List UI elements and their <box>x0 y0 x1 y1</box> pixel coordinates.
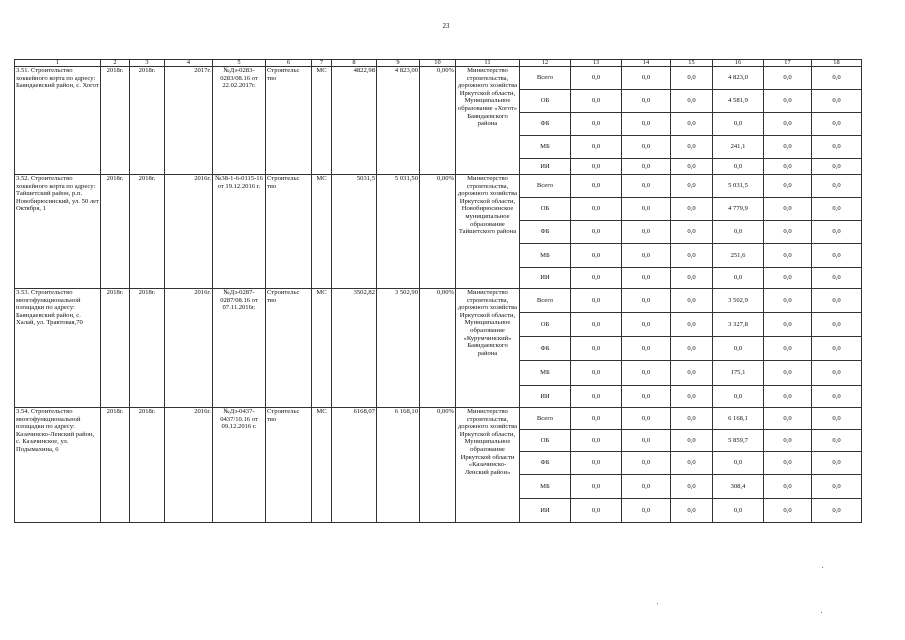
amount-cell: 0,0 <box>622 361 671 386</box>
estimated-cost: 4822,98 <box>332 67 377 175</box>
funding-source: ФБ <box>520 452 571 475</box>
amount-cell: 0,0 <box>622 475 671 499</box>
amount-cell: 0,0 <box>622 289 671 313</box>
amount-cell: 0,0 <box>671 337 713 361</box>
funding-source: МБ <box>520 475 571 499</box>
document-year: 2017г. <box>165 67 213 175</box>
page-number: 23 <box>442 22 450 30</box>
amount-cell: 0,0 <box>671 408 713 430</box>
document-year: 2016г. <box>165 408 213 523</box>
amount-cell: 0,0 <box>764 452 812 475</box>
object-name: 3.51. Строительство хоккейного корта по адресу: Баяндаевский район, с. Хогот <box>15 67 101 175</box>
end-year: 2018г. <box>130 67 165 175</box>
column-number: 8 <box>332 60 377 67</box>
amount-cell: 3 502,9 <box>713 289 764 313</box>
amount-cell: 0,0 <box>571 386 622 408</box>
funding-source: ОБ <box>520 198 571 221</box>
amount-cell: 0,0 <box>713 386 764 408</box>
funding-source: Всего <box>520 175 571 198</box>
amount-cell: 4 581,9 <box>713 90 764 113</box>
column-number: 2 <box>101 60 130 67</box>
amount-cell: 0,0 <box>764 90 812 113</box>
amount-cell: 0,0 <box>812 268 862 289</box>
amount-cell: 0,0 <box>764 136 812 159</box>
amount-cell: 175,1 <box>713 361 764 386</box>
column-number: 6 <box>266 60 312 67</box>
amount-cell: 0,0 <box>764 221 812 244</box>
start-year: 2018г. <box>101 175 130 289</box>
column-number: 5 <box>213 60 266 67</box>
amount-cell: 0,0 <box>764 175 812 198</box>
amount-cell: 0,0 <box>671 386 713 408</box>
program-table <box>14 59 862 523</box>
amount-cell: 0,0 <box>671 90 713 113</box>
amount-cell: 0,0 <box>622 175 671 198</box>
amount-cell: 0,0 <box>571 337 622 361</box>
amount-cell: 0,0 <box>622 159 671 175</box>
column-number: 10 <box>420 60 456 67</box>
funding-source: Всего <box>520 408 571 430</box>
amount-cell: 0,0 <box>671 268 713 289</box>
amount-cell: 0,0 <box>671 136 713 159</box>
object-name: 3.53. Строительство многофункциональной площадки по адресу: Баяндаевский район, с. Халай, ул. Трактовая,70 <box>15 289 101 408</box>
amount-cell: 0,0 <box>812 159 862 175</box>
amount-cell: 0,0 <box>622 430 671 452</box>
estimated-cost: 3502,82 <box>332 289 377 408</box>
amount-cell: 6 168,1 <box>713 408 764 430</box>
amount-cell: 0,0 <box>671 289 713 313</box>
column-number: 15 <box>671 60 713 67</box>
amount-cell: 0,0 <box>764 475 812 499</box>
amount-cell: 0,0 <box>622 408 671 430</box>
amount-cell: 0,0 <box>812 289 862 313</box>
ownership: МС <box>312 408 332 523</box>
amount-cell: 0,0 <box>764 244 812 268</box>
end-year: 2018г. <box>130 289 165 408</box>
amount-cell: 0,0 <box>622 313 671 337</box>
cost-limit: 6 168,10 <box>377 408 420 523</box>
amount-cell: 0,0 <box>764 268 812 289</box>
amount-cell: 3 327,8 <box>713 313 764 337</box>
amount-cell: 0,0 <box>812 430 862 452</box>
amount-cell: 0,0 <box>764 198 812 221</box>
amount-cell: 0,0 <box>812 90 862 113</box>
readiness-percent: 0,00% <box>420 67 456 175</box>
amount-cell: 0,0 <box>622 499 671 523</box>
amount-cell: 5 859,7 <box>713 430 764 452</box>
cost-limit: 5 031,50 <box>377 175 420 289</box>
amount-cell: 0,0 <box>622 244 671 268</box>
amount-cell: 0,0 <box>571 136 622 159</box>
amount-cell: 0,0 <box>764 408 812 430</box>
amount-cell: 0,0 <box>671 430 713 452</box>
responsible-organization: Министерство строительства, дорожного хозяйства Иркутской области, Муниципальное образование «Курумчинский» Баяндаевского района <box>456 289 520 408</box>
amount-cell: 0,0 <box>622 113 671 136</box>
amount-cell: 0,0 <box>622 198 671 221</box>
funding-source: ОБ <box>520 90 571 113</box>
amount-cell: 251,6 <box>713 244 764 268</box>
start-year: 2018г. <box>101 67 130 175</box>
amount-cell: 0,0 <box>764 67 812 90</box>
column-number: 1 <box>15 60 101 67</box>
column-number: 11 <box>456 60 520 67</box>
column-number: 3 <box>130 60 165 67</box>
amount-cell: 0,0 <box>622 221 671 244</box>
amount-cell: 0,0 <box>812 175 862 198</box>
end-year: 2018г. <box>130 175 165 289</box>
amount-cell: 4 823,0 <box>713 67 764 90</box>
readiness-percent: 0,00% <box>420 408 456 523</box>
amount-cell: 0,0 <box>671 499 713 523</box>
amount-cell: 0,0 <box>622 386 671 408</box>
funding-source: Всего <box>520 67 571 90</box>
expertise-document: №Дз-0287-0287/08.16 от 07.11.2016г. <box>213 289 266 408</box>
object-name: 3.54. Строительство многофункциональной площадки по адресу: Казачинско-Ленский район, с. Казачинское, ул. Подымахина, 6 <box>15 408 101 523</box>
column-number: 7 <box>312 60 332 67</box>
amount-cell: 0,0 <box>764 499 812 523</box>
funding-source: МБ <box>520 136 571 159</box>
column-number: 17 <box>764 60 812 67</box>
amount-cell: 0,0 <box>571 221 622 244</box>
amount-cell: 0,0 <box>764 361 812 386</box>
amount-cell: 0,0 <box>671 198 713 221</box>
expertise-document: №Дз-0283-0283/08.16 от 22.02.2017г. <box>213 67 266 175</box>
responsible-organization: Министерство строительства, дорожного хозяйства Иркутской области, Муниципальное образование Иркутской области «Казачинско-Ленский район» <box>456 408 520 523</box>
funding-source: ИИ <box>520 159 571 175</box>
ownership: МС <box>312 67 332 175</box>
funding-source: ФБ <box>520 337 571 361</box>
amount-cell: 0,0 <box>713 221 764 244</box>
end-year: 2018г. <box>130 408 165 523</box>
column-number: 18 <box>812 60 862 67</box>
amount-cell: 308,4 <box>713 475 764 499</box>
column-number: 13 <box>571 60 622 67</box>
amount-cell: 0,0 <box>571 67 622 90</box>
amount-cell: 0,0 <box>571 499 622 523</box>
estimated-cost: 5031,5 <box>332 175 377 289</box>
amount-cell: 0,0 <box>571 90 622 113</box>
amount-cell: 0,0 <box>622 337 671 361</box>
column-number: 4 <box>165 60 213 67</box>
funding-source: ИИ <box>520 268 571 289</box>
responsible-organization: Министерство строительства, дорожного хозяйства Иркутской области, Муниципальное образование «Хогот» Баяндаевского района <box>456 67 520 175</box>
amount-cell: 4 779,9 <box>713 198 764 221</box>
amount-cell: 241,1 <box>713 136 764 159</box>
table-row <box>15 175 862 198</box>
funding-source: ФБ <box>520 221 571 244</box>
amount-cell: 0,0 <box>713 159 764 175</box>
amount-cell: 0,0 <box>812 386 862 408</box>
amount-cell: 0,0 <box>671 361 713 386</box>
start-year: 2018г. <box>101 408 130 523</box>
amount-cell: 0,0 <box>671 475 713 499</box>
amount-cell: 0,0 <box>571 268 622 289</box>
amount-cell: 0,0 <box>671 244 713 268</box>
amount-cell: 0,0 <box>622 452 671 475</box>
document-year: 2016г. <box>165 175 213 289</box>
amount-cell: 0,0 <box>764 337 812 361</box>
amount-cell: 0,0 <box>812 198 862 221</box>
amount-cell: 0,0 <box>622 67 671 90</box>
funding-source: ОБ <box>520 313 571 337</box>
amount-cell: 0,0 <box>571 313 622 337</box>
work-type: Строительс тво <box>266 408 312 523</box>
cost-limit: 3 502,90 <box>377 289 420 408</box>
column-number: 14 <box>622 60 671 67</box>
amount-cell: 5 031,5 <box>713 175 764 198</box>
amount-cell: 0,0 <box>812 475 862 499</box>
amount-cell: 0,0 <box>812 244 862 268</box>
readiness-percent: 0,00% <box>420 289 456 408</box>
amount-cell: 0,0 <box>571 408 622 430</box>
amount-cell: 0,0 <box>764 113 812 136</box>
column-number: 16 <box>713 60 764 67</box>
funding-source: ИИ <box>520 386 571 408</box>
amount-cell: 0,0 <box>571 452 622 475</box>
amount-cell: 0,0 <box>622 268 671 289</box>
start-year: 2018г. <box>101 289 130 408</box>
ownership: МС <box>312 289 332 408</box>
amount-cell: 0,0 <box>671 175 713 198</box>
amount-cell: 0,0 <box>671 313 713 337</box>
amount-cell: 0,0 <box>812 221 862 244</box>
amount-cell: 0,0 <box>571 244 622 268</box>
amount-cell: 0,0 <box>671 113 713 136</box>
table-row <box>15 67 862 90</box>
amount-cell: 0,0 <box>713 268 764 289</box>
document-year: 2016г. <box>165 289 213 408</box>
amount-cell: 0,0 <box>812 136 862 159</box>
amount-cell: 0,0 <box>571 361 622 386</box>
amount-cell: 0,0 <box>713 499 764 523</box>
amount-cell: 0,0 <box>713 113 764 136</box>
object-name: 3.52. Строительство хоккейного корта по адресу: Тайшетский район, р.п. Новобирюсинский, ул. 50 лет Октября, 1 <box>15 175 101 289</box>
estimated-cost: 6168,07 <box>332 408 377 523</box>
amount-cell: 0,0 <box>622 90 671 113</box>
amount-cell: 0,0 <box>812 337 862 361</box>
amount-cell: 0,0 <box>571 430 622 452</box>
expertise-document: №38-1-6-0115-16 от 19.12.2016 г. <box>213 175 266 289</box>
amount-cell: 0,0 <box>764 386 812 408</box>
amount-cell: 0,0 <box>571 198 622 221</box>
funding-source: МБ <box>520 244 571 268</box>
column-number: 12 <box>520 60 571 67</box>
column-number: 9 <box>377 60 420 67</box>
amount-cell: 0,0 <box>571 175 622 198</box>
amount-cell: 0,0 <box>812 361 862 386</box>
amount-cell: 0,0 <box>764 289 812 313</box>
amount-cell: 0,0 <box>812 113 862 136</box>
amount-cell: 0,0 <box>671 452 713 475</box>
work-type: Строительс тво <box>266 67 312 175</box>
funding-source: Всего <box>520 289 571 313</box>
ownership: МС <box>312 175 332 289</box>
amount-cell: 0,0 <box>571 475 622 499</box>
amount-cell: 0,0 <box>764 313 812 337</box>
amount-cell: 0,0 <box>671 67 713 90</box>
amount-cell: 0,0 <box>571 289 622 313</box>
work-type: Строительс тво <box>266 289 312 408</box>
amount-cell: 0,0 <box>571 113 622 136</box>
amount-cell: 0,0 <box>764 159 812 175</box>
amount-cell: 0,0 <box>812 408 862 430</box>
work-type: Строительс тво <box>266 175 312 289</box>
readiness-percent: 0,00% <box>420 175 456 289</box>
amount-cell: 0,0 <box>713 337 764 361</box>
amount-cell: 0,0 <box>812 67 862 90</box>
amount-cell: 0,0 <box>764 430 812 452</box>
amount-cell: 0,0 <box>713 452 764 475</box>
cost-limit: 4 823,00 <box>377 67 420 175</box>
funding-source: ИИ <box>520 499 571 523</box>
column-number-row <box>15 60 862 67</box>
funding-source: ОБ <box>520 430 571 452</box>
amount-cell: 0,0 <box>622 136 671 159</box>
table-row <box>15 408 862 430</box>
responsible-organization: Министерство строительства, дорожного хозяйства Иркутской области, Новобирюсинское муниципальное образование Тайшетского района <box>456 175 520 289</box>
amount-cell: 0,0 <box>812 499 862 523</box>
table-row <box>15 289 862 313</box>
amount-cell: 0,0 <box>671 221 713 244</box>
amount-cell: 0,0 <box>671 159 713 175</box>
funding-source: ФБ <box>520 113 571 136</box>
amount-cell: 0,0 <box>812 313 862 337</box>
amount-cell: 0,0 <box>571 159 622 175</box>
funding-source: МБ <box>520 361 571 386</box>
expertise-document: №Дз-0437-0437/10.16 от 09.12.2016 г. <box>213 408 266 523</box>
amount-cell: 0,0 <box>812 452 862 475</box>
